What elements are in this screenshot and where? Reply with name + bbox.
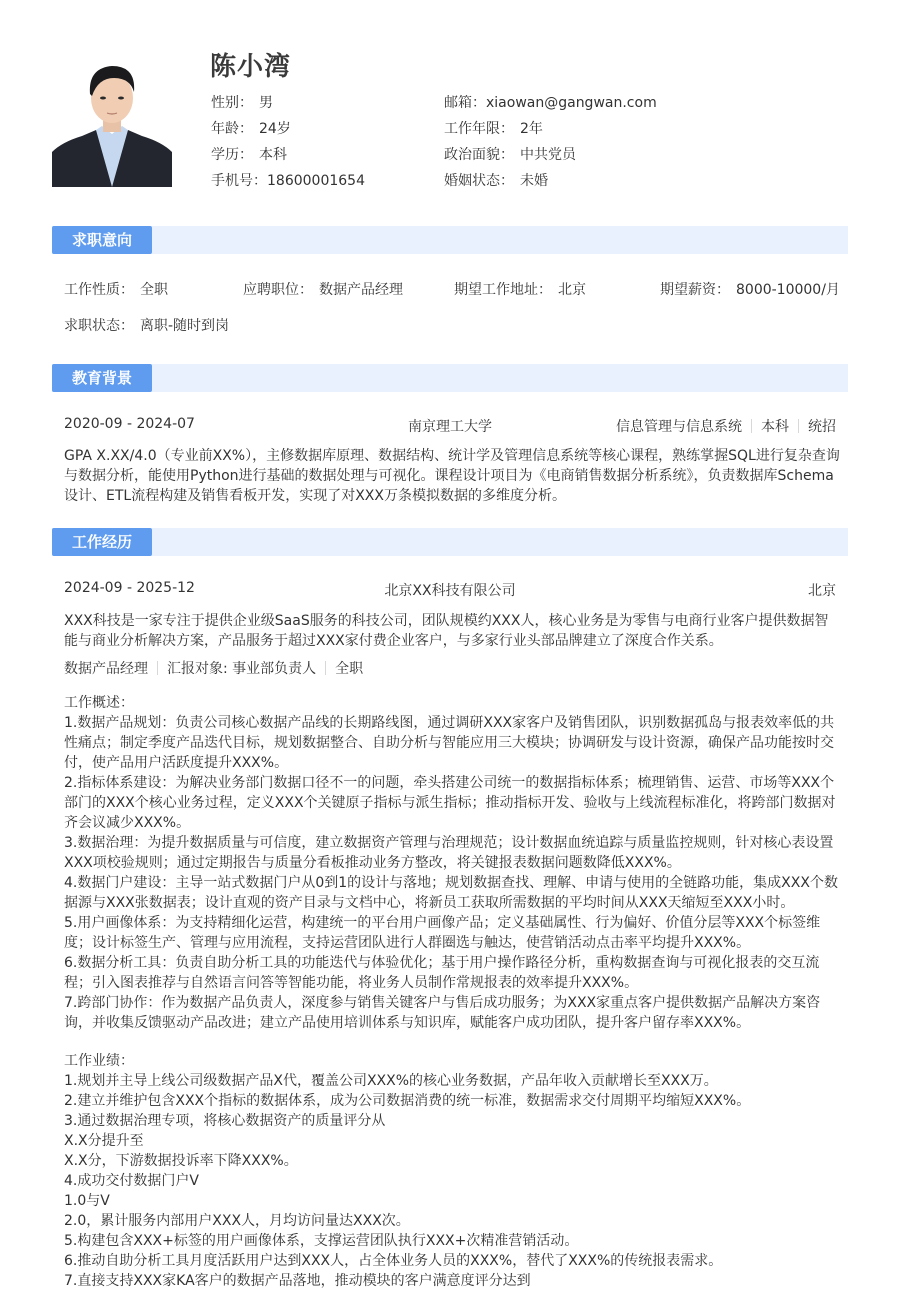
achievement-item: 1.0与V — [64, 1193, 110, 1209]
education-period: 2020-09 - 2024-07 — [64, 416, 195, 432]
achievement-item: X.X分提升至 — [64, 1133, 144, 1149]
company-description: XXX科技是一家专注于提供企业级SaaS服务的科技公司，团队规模约XXX人，核心业务是为零售与电商行业客户提供数据智能与商业分析解决方案，产品服务于超过XXX家付费企业客户，与多家行业头部品牌建立了深度合作关系。 — [64, 613, 829, 649]
info-phone: 手机号：18600001654 — [211, 173, 365, 189]
info-marital-status: 婚姻状态： 未婚 — [444, 173, 548, 189]
section-title: 求职意向 — [52, 226, 152, 254]
work-role-tags: 数据产品经理 汇报对象: 事业部负责人 全职 — [64, 661, 364, 677]
intent-location: 期望工作地址： 北京 — [454, 282, 586, 298]
intent-job-type: 工作性质： 全职 — [64, 282, 168, 298]
divider — [751, 419, 752, 433]
education-meta: 信息管理与信息系统 本科 统招 — [616, 419, 836, 435]
divider — [325, 661, 326, 675]
work-achievements — [64, 1051, 840, 1291]
info-age: 年龄： 24岁 — [211, 121, 291, 137]
section-title: 教育背景 — [52, 364, 152, 392]
achievement-item: 3.通过数据治理专项，将核心数据资产的质量评分从 — [64, 1113, 386, 1129]
work-company: 北京XX科技有限公司 — [384, 583, 516, 599]
overview-item: 2.指标体系建设：为解决业务部门数据口径不一的问题，牵头搭建公司统一的数据指标体系；梳理销售、运营、市场等XXX个部门的XXX个核心业务过程，定义XXX个关键原子指标与派生指标；推动指标开发、验收与上线流程标准化，将跨部门数据对齐会议减少XXX%。 — [64, 775, 836, 831]
achievement-item: 5.构建包含XXX+标签的用户画像体系，支撑运营团队执行XXX+次精准营销活动。 — [64, 1233, 579, 1249]
achievement-item: 1.规划并主导上线公司级数据产品X代，覆盖公司XXX%的核心业务数据，产品年收入贡献增长至XXX万。 — [64, 1073, 718, 1089]
work-row — [64, 580, 836, 602]
divider — [798, 419, 799, 433]
basic-info-right — [444, 92, 657, 196]
profile-photo — [52, 56, 172, 187]
education-description: GPA X.XX/4.0（专业前XX%），主修数据库原理、数据结构、统计学及管理信息系统等核心课程，熟练掌握SQL进行复杂查询与数据分析，能使用Python进行基础的数据处理与可视化。课程设计项目为《电商销售数据分析系统》，负责数据库Schema设计、ETL流程构建及销售看板开发，实现了对XXX万条模拟数据的多维度分析。 — [64, 448, 840, 504]
work-period: 2024-09 - 2025-12 — [64, 580, 195, 596]
overview-item: 6.数据分析工具：负责自助分析工具的功能迭代与体验优化；基于用户操作路径分析，重构数据查询与可视化报表的交互流程；引入图表推荐与自然语言问答等智能功能，将业务人员制作常规报表的效率提升XXX%。 — [64, 955, 820, 991]
achievement-item: 2.0，累计服务内部用户XXX人，月均访问量达XXX次。 — [64, 1213, 410, 1229]
basic-info-left — [211, 92, 365, 196]
divider — [157, 661, 158, 675]
overview-item: 4.数据门户建设：主导一站式数据门户从0到1的设计与落地；规划数据查找、理解、申请与使用的全链路功能，集成XXX个数据源与XXX张数据表；设计直观的资产目录与文档中心，将新员工获取所需数据的平均时间从XXX天缩短至XXX小时。 — [64, 875, 838, 911]
overview-item: 5.用户画像体系：为支持精细化运营，构建统一的平台用户画像产品；定义基础属性、行为偏好、价值分层等XXX个标签维度；设计标签生产、管理与应用流程，支持运营团队进行人群圈选与触达，使营销活动点击率平均提升XXX%。 — [64, 915, 821, 951]
work-overview — [64, 693, 840, 1033]
achievement-item: 7.直接支持XXX家KA客户的数据产品落地，推动模块的客户满意度评分达到 — [64, 1273, 531, 1289]
overview-item: 7.跨部门协作：作为数据产品负责人，深度参与销售关键客户与售后成功服务；为XXX家重点客户提供数据产品解决方案咨询，并收集反馈驱动产品改进；建立产品使用培训体系与知识库，赋能客户成功团队，提升客户留存率XXX%。 — [64, 995, 821, 1031]
achievement-item: 4.成功交付数据门户V — [64, 1173, 199, 1189]
achievements-title: 工作业绩： — [64, 1053, 134, 1069]
achievement-item: X.X分，下游数据投诉率下降XXX%。 — [64, 1153, 298, 1169]
info-gender: 性别： 男 — [211, 95, 273, 111]
section-title: 工作经历 — [52, 528, 152, 556]
achievement-item: 2.建立并维护包含XXX个指标的数据体系，成为公司数据消费的统一标准，数据需求交付周期平均缩短XXX%。 — [64, 1093, 751, 1109]
intent-position: 应聘职位： 数据产品经理 — [243, 282, 403, 298]
candidate-name: 陈小湾 — [210, 52, 292, 82]
info-education: 学历： 本科 — [211, 147, 287, 163]
info-political-status: 政治面貌： 中共党员 — [444, 147, 576, 163]
achievement-item: 6.推动自助分析工具月度活跃用户达到XXX人，占全体业务人员的XXX%，替代了XXX%的传统报表需求。 — [64, 1253, 723, 1269]
intent-salary: 期望薪资： 8000-10000/月 — [660, 282, 840, 298]
overview-item: 3.数据治理：为提升数据质量与可信度，建立数据资产管理与治理规范；设计数据血统追踪与质量监控规则，针对核心表设置XXX项校验规则；通过定期报告与质量分看板推动业务方整改，将关键报表数据问题数降低XXX%。 — [64, 835, 834, 871]
section-job-intent-header — [52, 226, 848, 254]
intent-status: 求职状态： 离职-随时到岗 — [64, 318, 230, 334]
work-location: 北京 — [808, 583, 836, 599]
info-email: 邮箱：xiaowan@gangwan.com — [444, 95, 657, 111]
education-school: 南京理工大学 — [408, 419, 492, 435]
info-experience-years: 工作年限： 2年 — [444, 121, 543, 137]
section-education-header — [52, 364, 848, 392]
education-row — [64, 416, 836, 438]
overview-item: 1.数据产品规划：负责公司核心数据产品线的长期路线图，通过调研XXX家客户及销售团队，识别数据孤岛与报表效率低的共性痛点；制定季度产品迭代目标，规划数据整合、自助分析与智能应用三大模块；协调研发与设计资源，确保产品功能按时交付，使产品用户活跃度提升XXX%。 — [64, 715, 835, 771]
section-work-header — [52, 528, 848, 556]
overview-title: 工作概述： — [64, 695, 134, 711]
